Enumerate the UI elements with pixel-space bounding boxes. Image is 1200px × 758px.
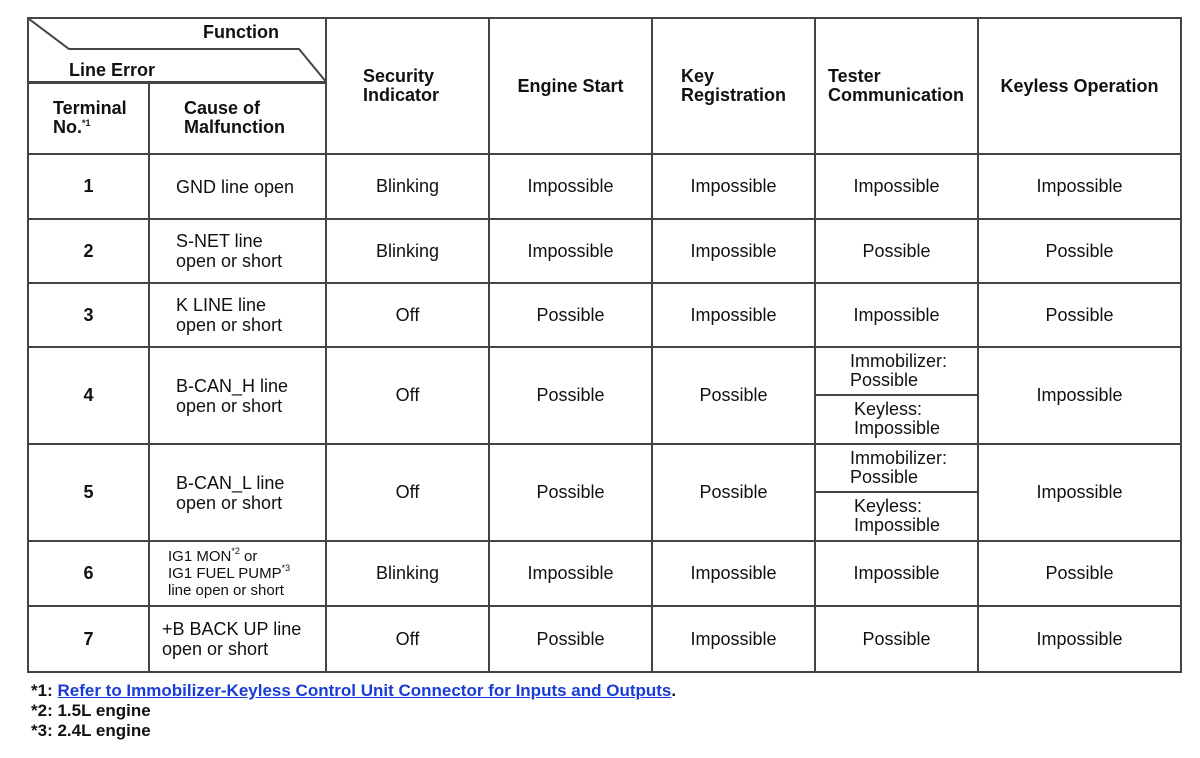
key-registration-value: Impossible — [652, 154, 815, 219]
tester-keyless-value: Keyless: Impossible — [854, 496, 941, 536]
engine-start-value: Possible — [489, 283, 652, 347]
function-label: Function — [203, 22, 279, 42]
engine-start-value: Impossible — [489, 154, 652, 219]
key-registration-value: Impossible — [652, 606, 815, 672]
engine-start-value: Possible — [489, 347, 652, 444]
key-registration-value: Impossible — [652, 219, 815, 283]
terminal-number: 1 — [28, 154, 149, 219]
security-indicator-value: Off — [326, 606, 489, 672]
terminal-number: 3 — [28, 283, 149, 347]
tester-keyless-value: Keyless: Impossible — [854, 399, 941, 439]
terminal-number: 6 — [28, 541, 149, 606]
cause-of-malfunction: B-CAN_H line open or short — [149, 347, 326, 444]
line-error-table — [27, 17, 1182, 673]
keyless-operation-value: Possible — [978, 283, 1181, 347]
table-row — [28, 219, 1181, 283]
tester-communication-split-cell — [815, 444, 978, 541]
keyless-operation-value: Possible — [978, 541, 1181, 606]
tester-communication-value: Impossible — [815, 283, 978, 347]
security-indicator-value: Blinking — [326, 219, 489, 283]
keyless-operation-value: Impossible — [978, 606, 1181, 672]
header-cause-of-malfunction: Cause of Malfunction — [149, 82, 326, 154]
header-terminal-no: Terminal No.$^{*1}$ — [28, 82, 149, 154]
security-indicator-value: Blinking — [326, 541, 489, 606]
engine-start-value: Possible — [489, 606, 652, 672]
security-indicator-value: Off — [326, 347, 489, 444]
key-registration-value: Impossible — [652, 541, 815, 606]
key-registration-value: Possible — [652, 444, 815, 541]
connector-reference-link[interactable]: Refer to Immobilizer-Keyless Control Unit Connector for Inputs and Outputs — [57, 681, 672, 700]
tester-communication-value: Possible — [815, 219, 978, 283]
terminal-number: 5 — [28, 444, 149, 541]
security-indicator-value: Off — [326, 444, 489, 541]
cause-of-malfunction: B-CAN_L line open or short — [149, 444, 326, 541]
terminal-number: 4 — [28, 347, 149, 444]
tester-immobilizer-value: Immobilizer: Possible — [816, 445, 977, 493]
cause-of-malfunction: IG1 MON$^{*2}$ or IG1 FUEL PUMP$^{*3}$ line open or short — [149, 541, 326, 606]
footnotes — [31, 681, 676, 741]
diagonal-header-cell — [28, 18, 326, 82]
header-keyless-operation: Keyless Operation — [978, 18, 1181, 154]
tester-communication-value: Impossible — [815, 154, 978, 219]
table-row — [28, 444, 1181, 541]
cause-of-malfunction: +B BACK UP line open or short — [149, 606, 326, 672]
keyless-operation-value: Impossible — [978, 154, 1181, 219]
engine-start-value: Impossible — [489, 219, 652, 283]
engine-start-value: Impossible — [489, 541, 652, 606]
footnote-2: *2: 1.5L engine — [31, 701, 151, 720]
keyless-operation-value: Impossible — [978, 347, 1181, 444]
tester-immobilizer-value: Immobilizer: Possible — [816, 348, 977, 396]
table-row — [28, 347, 1181, 444]
engine-start-value: Possible — [489, 444, 652, 541]
key-registration-value: Impossible — [652, 283, 815, 347]
line-error-label: Line Error — [69, 60, 156, 80]
tester-communication-value: Impossible — [815, 541, 978, 606]
table-row — [28, 541, 1181, 606]
keyless-operation-value: Possible — [978, 219, 1181, 283]
cause-of-malfunction: S-NET line open or short — [149, 219, 326, 283]
cause-of-malfunction: GND line open — [149, 154, 326, 219]
footnote-3: *3: 2.4L engine — [31, 721, 151, 740]
header-security-indicator: Security Indicator — [326, 18, 489, 154]
header-key-registration: Key Registration — [652, 18, 815, 154]
cause-of-malfunction: K LINE line open or short — [149, 283, 326, 347]
tester-communication-split-cell — [815, 347, 978, 444]
terminal-number: 2 — [28, 219, 149, 283]
terminal-number: 7 — [28, 606, 149, 672]
footnote-1: *1: Refer to Immobilizer-Keyless Control Unit Connector for Inputs and Outputs. — [31, 681, 677, 700]
header-tester-communication: Tester Communication — [815, 18, 978, 154]
table-row — [28, 283, 1181, 347]
security-indicator-value: Blinking — [326, 154, 489, 219]
table-row — [28, 154, 1181, 219]
security-indicator-value: Off — [326, 283, 489, 347]
tester-communication-value: Possible — [815, 606, 978, 672]
key-registration-value: Possible — [652, 347, 815, 444]
table-row — [28, 606, 1181, 672]
keyless-operation-value: Impossible — [978, 444, 1181, 541]
header-engine-start: Engine Start — [489, 18, 652, 154]
